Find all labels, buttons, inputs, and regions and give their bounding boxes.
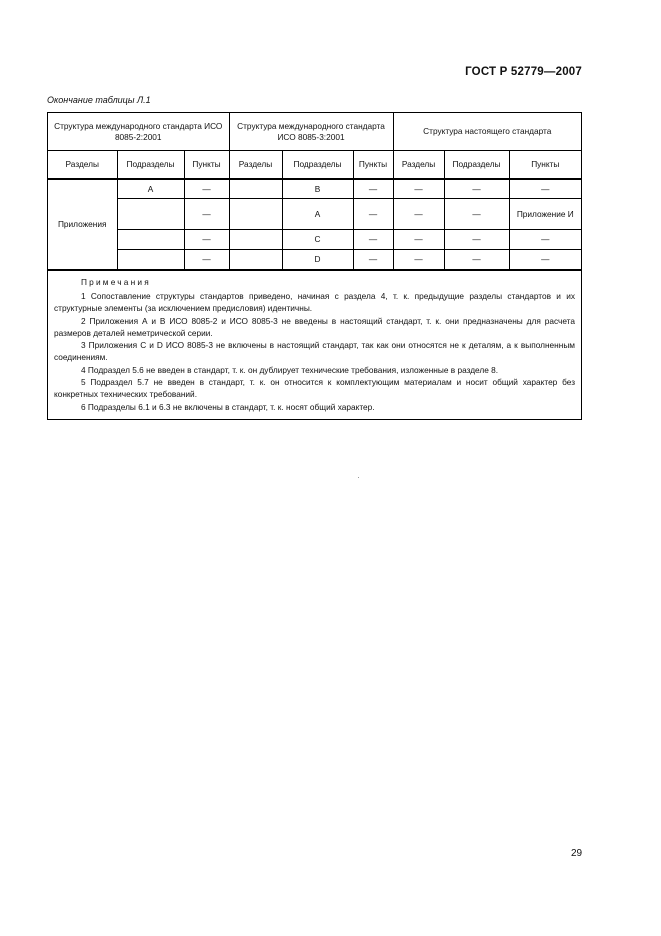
- col-header: Разделы: [229, 151, 282, 180]
- page-number: 29: [571, 848, 583, 859]
- table-cell: [229, 250, 282, 270]
- note-item: 1 Сопоставление структуры стандартов приведено, начиная с раздела 4, т. к. предыдущие разделы стандартов и их структурные элементы (за исключением предисловия) идентичны.: [54, 291, 575, 313]
- group-header-this-standard: Структура настоящего стандарта: [393, 113, 581, 151]
- table-cell: —: [509, 179, 581, 199]
- note-item: 5 Подраздел 5.7 не введен в стандарт, т. к. он относится к комплектующим материалам и носит общий характер без конкретных технических требований.: [54, 377, 575, 399]
- table-cell: [117, 250, 184, 270]
- section-cell: Приложения: [48, 179, 117, 270]
- table-row: [48, 199, 581, 230]
- table-cell: —: [184, 250, 229, 270]
- group-header-iso-8085-2: Структура международного стандарта ИСО 8085-2:2001: [48, 113, 229, 151]
- table-cell: —: [184, 230, 229, 250]
- table-row: [48, 230, 581, 250]
- col-header: Пункты: [509, 151, 581, 180]
- table-cell: —: [184, 199, 229, 230]
- col-header: Пункты: [353, 151, 393, 180]
- table-cell: [229, 199, 282, 230]
- table-cell: [229, 179, 282, 199]
- col-header: Пункты: [184, 151, 229, 180]
- document-code: ГОСТ Р 52779—2007: [465, 66, 582, 78]
- table-cell: —: [353, 179, 393, 199]
- table-cell: —: [444, 179, 509, 199]
- col-header: Подразделы: [117, 151, 184, 180]
- col-header: Разделы: [48, 151, 117, 180]
- table-cell: [117, 230, 184, 250]
- table-cell: —: [444, 199, 509, 230]
- table-cell: —: [353, 250, 393, 270]
- note-item: 4 Подраздел 5.6 не введен в стандарт, т. к. он дублирует технические требования, изложенные в разделе 8.: [81, 364, 499, 375]
- col-header: Подразделы: [282, 151, 353, 180]
- table-cell: А: [282, 199, 353, 230]
- note-item: 2 Приложения А и В ИСО 8085-2 и ИСО 8085-3 не введены в настоящий стандарт, т. к. они предназначены для расчета размеров деталей неметрической серии.: [54, 315, 575, 338]
- structure-comparison-table: [48, 113, 581, 270]
- table-cell: А: [117, 179, 184, 199]
- table-cell: В: [282, 179, 353, 199]
- table-cell: —: [509, 230, 581, 250]
- table-row: [48, 250, 581, 270]
- table-cell: —: [509, 250, 581, 270]
- table-cell: D: [282, 250, 353, 270]
- table-caption: Окончание таблицы Л.1: [47, 95, 151, 105]
- notes-section: [48, 270, 581, 419]
- table-cell: —: [393, 179, 444, 199]
- col-header: Разделы: [393, 151, 444, 180]
- table-cell: —: [444, 230, 509, 250]
- table-cell: —: [393, 199, 444, 230]
- table-cell: [117, 199, 184, 230]
- table-row: [48, 179, 581, 199]
- table-cell: —: [184, 179, 229, 199]
- scan-speck: [358, 477, 359, 478]
- note-item: 6 Подразделы 6.1 и 6.3 не включены в стандарт, т. к. носят общий характер.: [81, 401, 375, 412]
- col-header: Подразделы: [444, 151, 509, 180]
- notes-title: Примечания: [81, 277, 151, 287]
- comparison-table-block: [47, 112, 582, 420]
- table-cell: —: [393, 250, 444, 270]
- table-cell: —: [353, 199, 393, 230]
- table-cell: Приложение И: [509, 199, 581, 230]
- group-header-iso-8085-3: Структура международного стандарта ИСО 8085-3:2001: [229, 113, 393, 151]
- note-item: 3 Приложения С и D ИСО 8085-3 не включены в настоящий стандарт, так как они относятся не к деталям, а к выполненным соединениям.: [54, 340, 575, 362]
- table-cell: [229, 230, 282, 250]
- table-cell: —: [444, 250, 509, 270]
- table-cell: С: [282, 230, 353, 250]
- table-cell: —: [353, 230, 393, 250]
- table-cell: —: [393, 230, 444, 250]
